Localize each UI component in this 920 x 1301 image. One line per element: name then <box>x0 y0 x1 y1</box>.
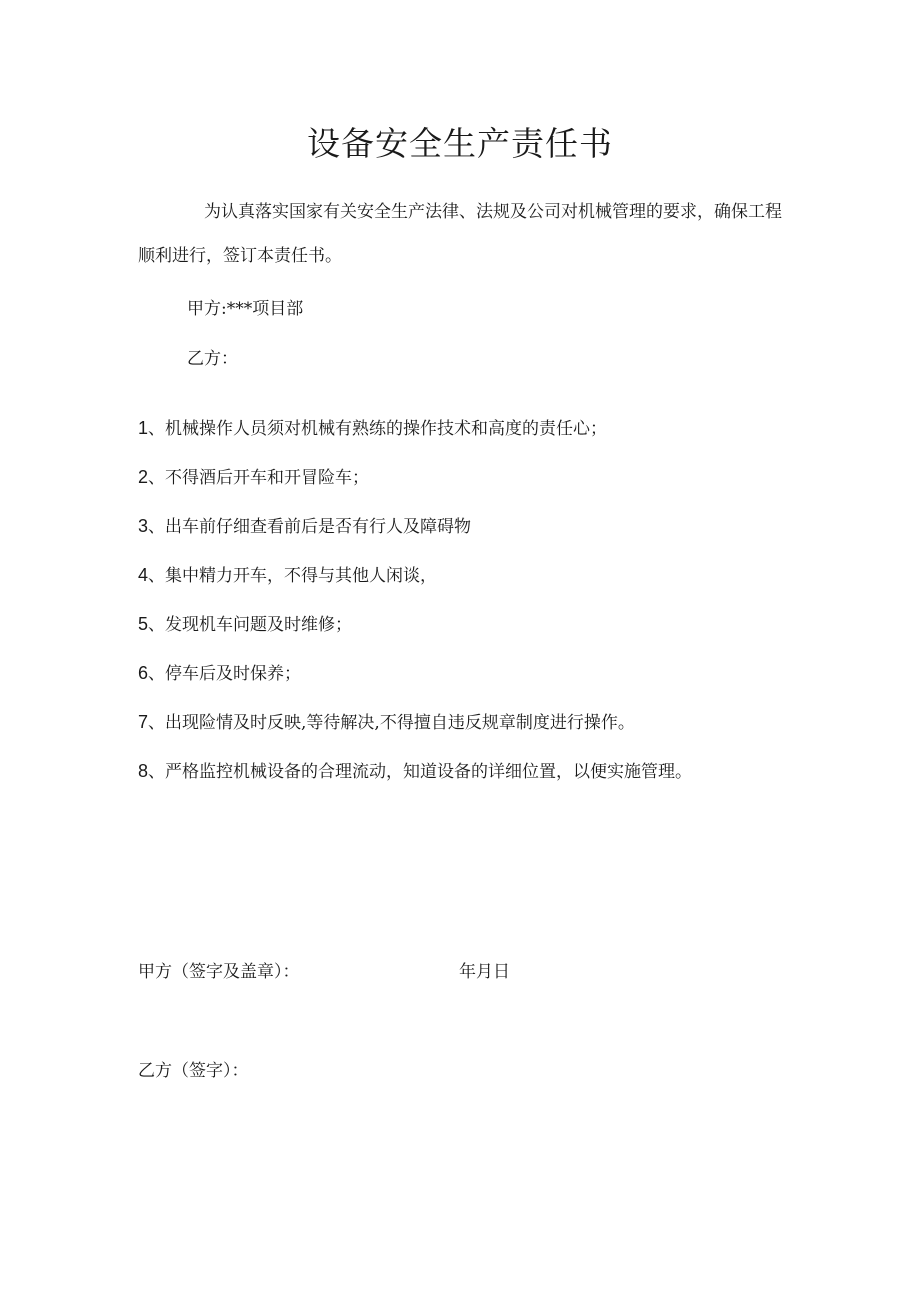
party-b-signature-label: 乙方（签字）： <box>138 1061 249 1081</box>
list-item <box>138 610 352 635</box>
item-number: 7 <box>138 712 149 732</box>
party-a-signature-label: 甲方（签字及盖章）： <box>138 962 300 982</box>
party-b-line: 乙方： <box>187 349 238 369</box>
item-number: 1 <box>138 418 149 438</box>
item-text: 、出现险情及时反映,等待解决,不得擅自违反规章制度进行操作。 <box>148 713 635 733</box>
item-number: 3 <box>138 516 149 536</box>
list-item <box>138 659 301 684</box>
list-item <box>138 708 635 733</box>
item-text: 、机械操作人员须对机械有熟练的操作技术和高度的责任心； <box>148 419 608 439</box>
item-text: 、不得酒后开车和开冒险车； <box>148 468 370 488</box>
list-item <box>138 414 607 439</box>
intro-paragraph: 为认真落实国家有关安全生产法律、法规及公司对机械管理的要求，确保工程顺利进行，签订本责任书。 <box>138 202 782 266</box>
item-text: 、严格监控机械设备的合理流动，知道设备的详细位置，以便实施管理。 <box>148 762 693 782</box>
date-label: 年月日 <box>459 962 510 982</box>
item-text: 、停车后及时保养； <box>148 664 302 684</box>
list-item <box>138 757 692 782</box>
item-number: 5 <box>138 614 149 634</box>
list-item <box>138 512 471 537</box>
item-text: 、出车前仔细查看前后是否有行人及障碍物 <box>148 517 472 537</box>
document-title: 设备安全生产责任书 <box>307 124 613 163</box>
item-text: 、集中精力开车，不得与其他人闲谈， <box>148 566 438 586</box>
party-a-line: 甲方:***项目部 <box>187 299 304 319</box>
item-number: 8 <box>138 761 149 781</box>
list-item <box>138 561 437 586</box>
item-number: 4 <box>138 565 149 585</box>
item-number: 6 <box>138 663 149 683</box>
item-number: 2 <box>138 467 149 487</box>
list-item <box>138 463 369 488</box>
item-text: 、发现机车问题及时维修； <box>148 615 353 635</box>
